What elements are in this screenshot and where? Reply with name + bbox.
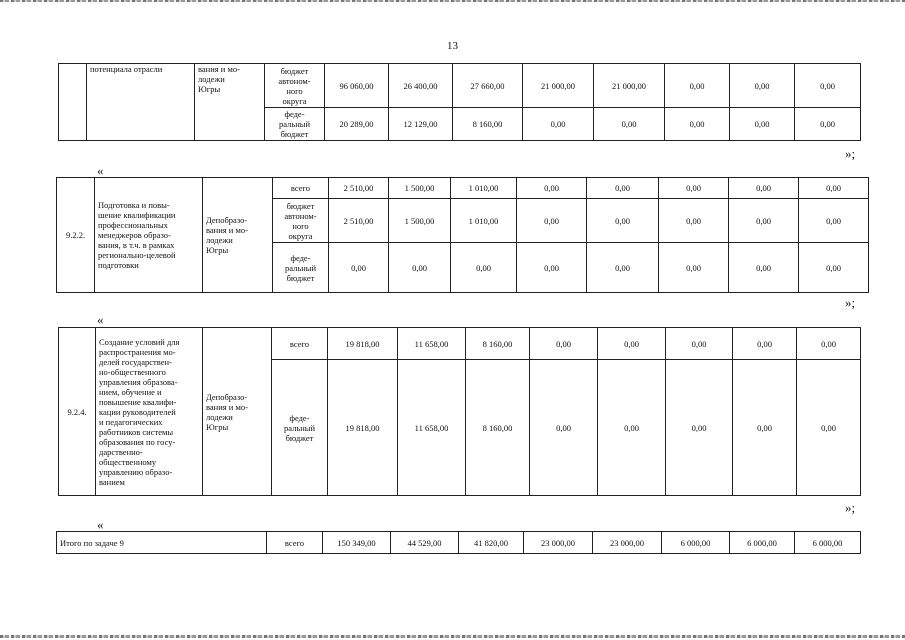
value-cell: 8 160,00 xyxy=(466,360,530,496)
table-row xyxy=(59,328,861,360)
value-cell: 11 658,00 xyxy=(398,328,466,360)
funding-source-cell: феде- ральный бюджет xyxy=(272,360,328,496)
value-cell: 0,00 xyxy=(795,64,861,108)
value-cell: 0,00 xyxy=(517,243,587,293)
value-cell: 0,00 xyxy=(797,328,861,360)
table-block-9-2-4 xyxy=(58,327,861,496)
funding-source-cell: всего xyxy=(267,532,323,554)
value-cell: 0,00 xyxy=(530,328,598,360)
value-cell: 6 000,00 xyxy=(795,532,861,554)
value-cell: 1 010,00 xyxy=(451,199,517,243)
table-block-continuation xyxy=(58,63,861,141)
value-cell: 0,00 xyxy=(659,243,729,293)
value-cell: 0,00 xyxy=(598,328,666,360)
value-cell: 0,00 xyxy=(329,243,389,293)
value-cell: 0,00 xyxy=(729,178,799,199)
value-cell: 23 000,00 xyxy=(593,532,662,554)
value-cell: 0,00 xyxy=(733,328,797,360)
table-block-9-2-2 xyxy=(56,177,869,293)
executor-cell: вания и мо- лодежи Югры xyxy=(195,64,265,141)
scan-edge-top xyxy=(0,0,905,2)
funding-source-cell: всего xyxy=(272,328,328,360)
value-cell: 2 510,00 xyxy=(329,199,389,243)
value-cell: 0,00 xyxy=(530,360,598,496)
value-cell: 21 000,00 xyxy=(594,64,665,108)
value-cell: 23 000,00 xyxy=(524,532,593,554)
value-cell: 6 000,00 xyxy=(730,532,795,554)
measure-code-cell: 9.2.4. xyxy=(59,328,96,496)
opening-quote: « xyxy=(97,163,104,178)
value-cell: 0,00 xyxy=(659,199,729,243)
value-cell: 0,00 xyxy=(666,360,733,496)
closing-quote: »; xyxy=(845,146,856,161)
page-number: 13 xyxy=(447,40,458,52)
value-cell: 8 160,00 xyxy=(453,108,523,141)
value-cell: 12 129,00 xyxy=(389,108,453,141)
value-cell: 0,00 xyxy=(517,199,587,243)
value-cell: 0,00 xyxy=(666,328,733,360)
value-cell: 0,00 xyxy=(598,360,666,496)
value-cell: 1 500,00 xyxy=(389,178,451,199)
value-cell: 0,00 xyxy=(659,178,729,199)
scan-edge-bottom xyxy=(0,635,905,638)
value-cell: 19 818,00 xyxy=(328,328,398,360)
value-cell: 0,00 xyxy=(594,108,665,141)
code-cell xyxy=(59,64,87,141)
value-cell: 0,00 xyxy=(730,108,795,141)
value-cell: 0,00 xyxy=(729,243,799,293)
table-block-total xyxy=(56,531,861,554)
value-cell: 0,00 xyxy=(795,108,861,141)
value-cell: 0,00 xyxy=(799,178,869,199)
funding-source-cell: феде- ральный бюджет xyxy=(273,243,329,293)
measure-code-cell: 9.2.2. xyxy=(57,178,95,293)
funding-source-cell: бюджет автоном- ного округа xyxy=(273,199,329,243)
funding-source-cell: бюджет автоном- ного округа xyxy=(265,64,325,108)
value-cell: 19 818,00 xyxy=(328,360,398,496)
value-cell: 96 060,00 xyxy=(325,64,389,108)
value-cell: 6 000,00 xyxy=(662,532,730,554)
value-cell: 0,00 xyxy=(517,178,587,199)
value-cell: 0,00 xyxy=(729,199,799,243)
value-cell: 0,00 xyxy=(587,199,659,243)
value-cell: 21 000,00 xyxy=(523,64,594,108)
measure-name-cell: потенциала отрасли xyxy=(87,64,195,141)
value-cell: 0,00 xyxy=(587,178,659,199)
value-cell: 11 658,00 xyxy=(398,360,466,496)
value-cell: 26 400,00 xyxy=(389,64,453,108)
value-cell: 1 010,00 xyxy=(451,178,517,199)
value-cell: 0,00 xyxy=(523,108,594,141)
value-cell: 0,00 xyxy=(799,243,869,293)
table-row xyxy=(59,64,861,108)
value-cell: 0,00 xyxy=(665,64,730,108)
value-cell: 20 289,00 xyxy=(325,108,389,141)
value-cell: 41 820,00 xyxy=(459,532,524,554)
closing-quote: »; xyxy=(845,295,856,310)
value-cell: 1 500,00 xyxy=(389,199,451,243)
value-cell: 0,00 xyxy=(587,243,659,293)
executor-cell: Депобразо- вания и мо- лодежи Югры xyxy=(203,328,272,496)
value-cell: 0,00 xyxy=(797,360,861,496)
value-cell: 150 349,00 xyxy=(323,532,391,554)
funding-source-cell: феде- ральный бюджет xyxy=(265,108,325,141)
opening-quote: « xyxy=(97,517,104,532)
value-cell: 0,00 xyxy=(451,243,517,293)
table-row xyxy=(57,178,869,199)
value-cell: 2 510,00 xyxy=(329,178,389,199)
value-cell: 0,00 xyxy=(665,108,730,141)
funding-source-cell: всего xyxy=(273,178,329,199)
closing-quote: »; xyxy=(845,500,856,515)
value-cell: 44 529,00 xyxy=(391,532,459,554)
value-cell: 0,00 xyxy=(799,199,869,243)
measure-name-cell: Создание условий для распространения мо- делей государствен- но-общественного управления образова- нием, обучение и повышение квалифи- кации руководителей и педагогических работников системы образования по госу- дарственно- общественному управлению образо- ванием xyxy=(96,328,203,496)
measure-name-cell: Подготовка и повы- шение квалификации профессиональных менеджеров образо- вания, в т.ч. в рамках регионально-целевой подготовки xyxy=(95,178,203,293)
executor-cell: Депобразо- вания и мо- лодежи Югры xyxy=(203,178,273,293)
value-cell: 0,00 xyxy=(730,64,795,108)
value-cell: 0,00 xyxy=(733,360,797,496)
value-cell: 8 160,00 xyxy=(466,328,530,360)
value-cell: 27 660,00 xyxy=(453,64,523,108)
value-cell: 0,00 xyxy=(389,243,451,293)
opening-quote: « xyxy=(97,312,104,327)
total-label-cell: Итого по задаче 9 xyxy=(57,532,267,554)
table-row xyxy=(57,532,861,554)
